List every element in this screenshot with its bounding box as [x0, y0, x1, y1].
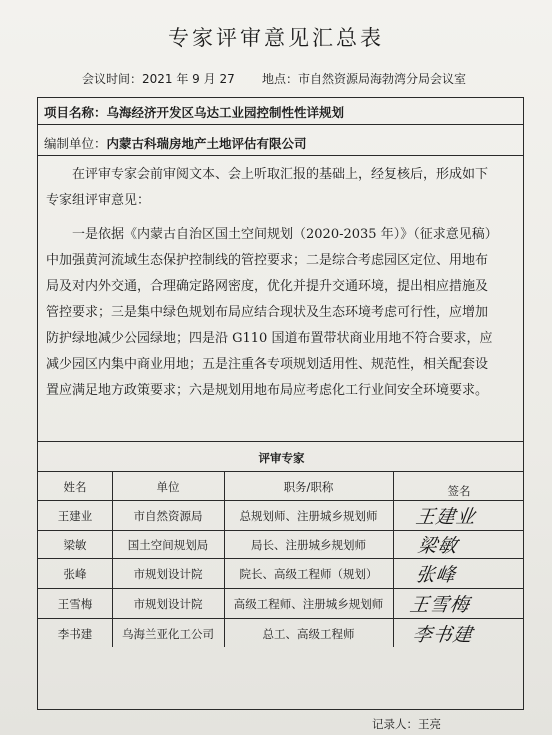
- column-header-signature: 签名: [447, 484, 471, 498]
- expert-title: 局长、注册城乡规划师: [251, 538, 366, 552]
- meeting-time: [82, 70, 235, 87]
- expert-signature: 李书建: [411, 624, 475, 646]
- opinion-line: 防护绿地减少公园绿地；四是沿 G110 国道布置带状商业用地不符合要求，应: [46, 331, 493, 346]
- expert-unit: 市规划设计院: [133, 567, 203, 581]
- opinion-line: 一是依据《内蒙古自治区国土空间规划（2020-2035 年）》（征求意见稿）: [46, 227, 498, 242]
- column-header-title: 职务/职称: [283, 480, 334, 494]
- opinion-line: 管控要求；三是集中绿色规划布局应结合现状及生态环境考虑可行性，应增加: [46, 305, 489, 320]
- compiler-name: 内蒙古科瑞房地产土地评估有限公司: [106, 136, 307, 151]
- recorder-name: 王亮: [418, 717, 441, 731]
- expert-name: 王建业: [57, 509, 93, 523]
- opinion-text: [46, 162, 518, 404]
- expert-name: 张峰: [63, 567, 87, 581]
- expert-unit: 市规划设计院: [133, 597, 203, 611]
- project-label: 项目名称：: [44, 105, 107, 120]
- expert-signature: 梁敏: [416, 535, 460, 557]
- document-title: 专家评审意见汇总表: [168, 26, 384, 50]
- expert-signature: 王雪梅: [408, 594, 472, 616]
- opinion-line: 专家组评审意见：: [46, 193, 151, 208]
- column-header-name: 姓名: [63, 480, 87, 494]
- compiler-row: [44, 134, 307, 152]
- meeting-location: [262, 70, 466, 87]
- recorder-label: 记录人：: [372, 717, 418, 731]
- project-row: [44, 103, 344, 121]
- expert-title: 总规划师、注册城乡规划师: [239, 509, 378, 523]
- location-label: 地点：: [262, 72, 299, 86]
- expert-unit: 国土空间规划局: [127, 538, 209, 552]
- opinion-line: 局及对内外交通，合理确定路网密度，优化并提升交通环境，提出相应措施及: [46, 279, 489, 294]
- opinion-line: 减少园区内集中商业用地；五是注重各专项规划适用性、规范性，相关配套设: [46, 357, 489, 372]
- column-header-unit: 单位: [156, 480, 180, 494]
- opinion-line: 在评审专家会前审阅文本、会上听取汇报的基础上，经复核后，形成如下: [46, 167, 489, 182]
- expert-title: 院长、高级工程师（规划）: [239, 567, 378, 581]
- expert-signature: 王建业: [414, 506, 478, 528]
- compiler-label: 编制单位：: [44, 136, 107, 151]
- expert-name: 王雪梅: [57, 597, 93, 611]
- expert-unit: 乌海兰亚化工公司: [122, 627, 214, 641]
- opinion-line: 置应满足地方政策要求；六是规划用地布局应考虑化工行业间安全环境要求。: [46, 383, 489, 398]
- meeting-time-value: 2021 年 9 月 27: [142, 72, 235, 86]
- expert-name: 梁敏: [63, 538, 87, 552]
- location-value: 市自然资源局海勃湾分局会议室: [298, 72, 467, 86]
- recorder: [372, 716, 441, 732]
- experts-heading: 评审专家: [258, 451, 305, 465]
- expert-title: 总工、高级工程师: [262, 627, 355, 641]
- expert-unit: 市自然资源局: [133, 509, 203, 523]
- expert-signature: 张峰: [414, 564, 458, 586]
- expert-title: 高级工程师、注册城乡规划师: [233, 597, 384, 611]
- meeting-time-label: 会议时间：: [82, 72, 143, 86]
- project-name: 乌海经济开发区乌达工业园控制性性详规划: [106, 105, 345, 120]
- review-table: [37, 97, 524, 710]
- expert-name: 李书建: [57, 627, 93, 641]
- opinion-line: 中加强黄河流域生态保护控制线的管控要求；二是综合考虑园区定位、用地布: [46, 253, 489, 268]
